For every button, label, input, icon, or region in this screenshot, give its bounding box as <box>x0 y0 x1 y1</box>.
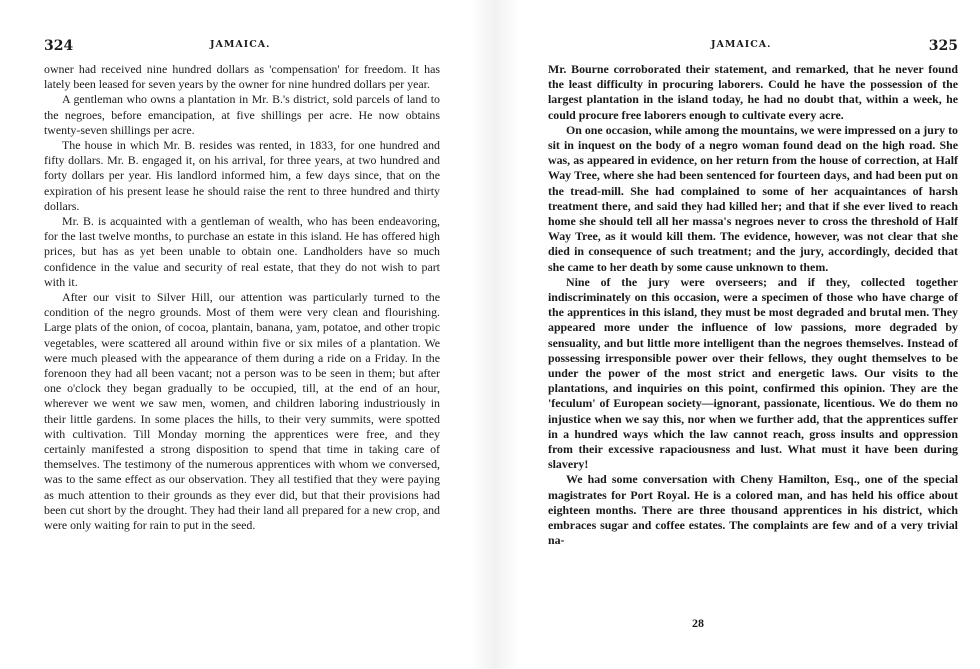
right-page-number: 325 <box>928 38 958 54</box>
left-page-number: 324 <box>44 38 74 54</box>
paragraph: We had some conversation with Cheny Hamilton, Esq., one of the special magistrates for Port Royal. He is a colored man, and has held his office about eighteen months. There are three thousand apprentices in his district, which embraces sugar and coffee estates. The complaints are few and of a very trivial na- <box>548 472 958 548</box>
paragraph: Nine of the jury were overseers; and if they, collected together indiscriminately on this occasion, were a specimen of those who have charge of the apprentices in this island, they must be most degraded and brutal men. They appeared more under the influence of low passions, more degraded by sensuality, and but little more intelligent than the negroes themselves. Instead of possessing irresponsible power over their fellows, they ought themselves to be under the power of the most strict and energetic laws. Our visits to the plantations, and inquiries on this point, confirmed this opinion. They are the 'feculum' of European society—ignorant, passionate, licentious. We do them no injustice when we say this, nor when we further add, that the apprentices suffer in a hundred ways which the law cannot reach, gross insults and oppression from their excessive rapaciousness and lust. What must it have been during slavery! <box>548 274 958 472</box>
paragraph: Mr. B. is acquainted with a gentleman of wealth, who has been endeavoring, for the last twelve months, to purchase an estate in this island. He has offered high prices, but has as yet been unable to obtain one. Landholders have so much confidence in the value and security of real estate, that they do not wish to part with it. <box>44 214 440 289</box>
signature-mark: 28 <box>692 616 704 630</box>
paragraph: A gentleman who owns a plantation in Mr. B.'s district, sold parcels of land to the negroes, before emancipation, at five shillings per acre. He now obtains twenty-seven shillings per acre. <box>44 92 440 137</box>
paragraph: Mr. Bourne corroborated their statement, and remarked, that he never found the least difficulty in procuring laborers. Could he have the possession of the largest plantation in the island today, he had no doubt that, within a week, he could procure free laborers enough to cultivate every acre. <box>548 62 958 122</box>
left-page <box>0 0 470 669</box>
book-gutter <box>470 0 520 669</box>
paragraph: owner had received nine hundred dollars as 'compensation' for freedom. It has lately been leased for seven years by the owner for nine hundred dollars per year. <box>44 62 440 92</box>
left-page-text <box>44 62 440 533</box>
right-page <box>520 0 980 669</box>
paragraph: On one occasion, while among the mountains, we were impressed on a jury to sit in inquest on the body of a negro woman found dead on the high road. She was, as appeared in evidence, on her return from the house of correction, at Half Way Tree, where she had been sentenced for fourteen days, and had been put on the tread-mill. She had complained to some of her acquaintances of harsh treatment there, and said they had killed her; and that if she ever lived to reach home she should tell all her massa's negroes never to cross the threshold of Half Way Tree, as it would kill them. The evidence, however, was not clear that she died in consequence of such treatment; and the jury, accordingly, decided that she came to her death by some cause unknown to them. <box>548 122 958 274</box>
paragraph: The house in which Mr. B. resides was rented, in 1833, for one hundred and fifty dollars. Mr. B. engaged it, on his arrival, for three years, at two hundred and forty dollars per year. His landlord informed him, a few days since, that on the expiration of his present lease he should raise the rent to three hundred and thirty dollars. <box>44 138 440 213</box>
paragraph: After our visit to Silver Hill, our attention was particularly turned to the condition of the negro grounds. Most of them were very clean and flourishing. Large plats of the onion, of cocoa, plantain, banana, yam, potatoe, and other tropic vegetables, were scattered all around within five or six miles of a plantation. We were much pleased with the appearance of them during a ride on a Friday. In the forenoon they had all been vacant; not a person was to be seen in them; but after one o'clock they began gradually to be occupied, till, at the end of an hour, wherever we went we saw men, women, and children laboring industriously in their little gardens. In some places the hills, to their very summits, were spotted with cultivation. Till Monday morning the apprentices were free, and they certainly manifested a strong disposition to spend that time in taking care of themselves. The testimony of the numerous apprentices with whom we conversed, was to the same effect as our observation. They all testified that they were paying as much attention to their grounds as they ever did, but that their provisions had been cut short by the drought. They had their land all prepared for a new crop, and were only waiting for rain to put in the seed. <box>44 290 440 533</box>
right-page-text <box>548 62 958 549</box>
left-running-head <box>44 38 444 56</box>
left-running-title: JAMAICA. <box>210 39 271 50</box>
right-running-head <box>548 38 958 56</box>
right-running-title: JAMAICA. <box>711 39 772 50</box>
